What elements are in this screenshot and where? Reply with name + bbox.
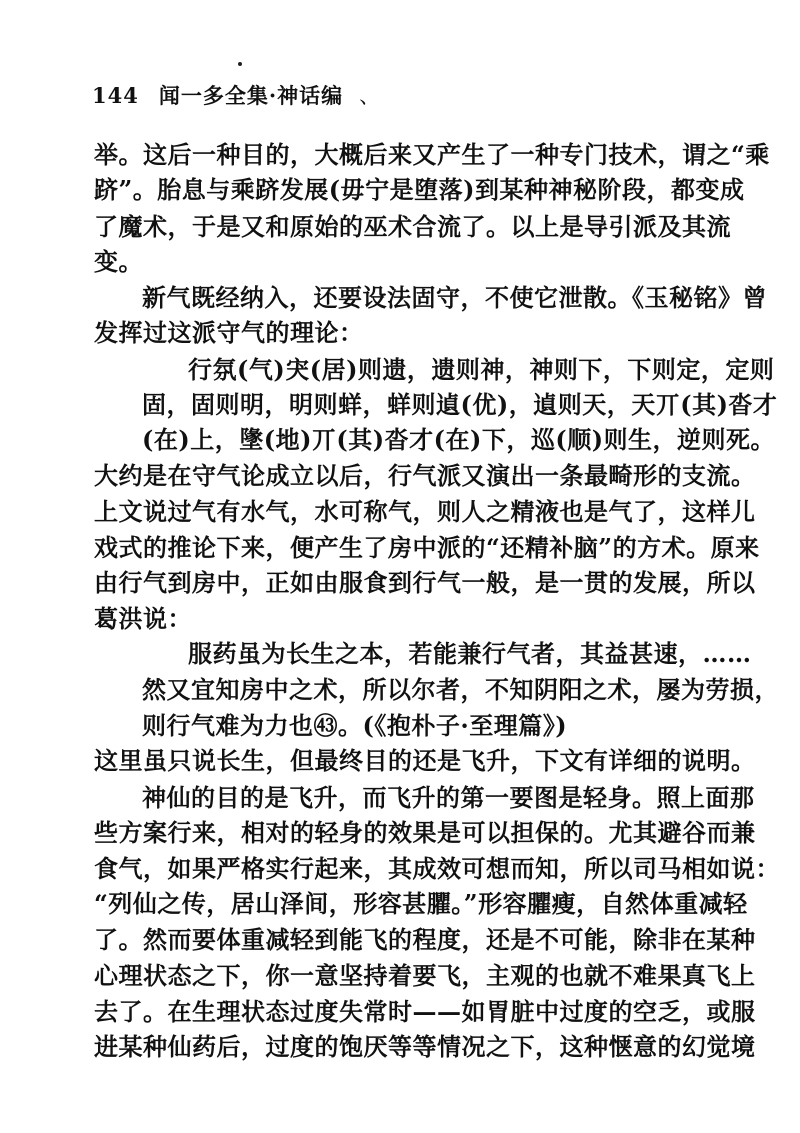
body-line: 变。 <box>94 247 143 276</box>
body-line: 这里虽只说长生，但最终目的还是飞升，下文有详细的说明。 <box>94 746 756 775</box>
body-line: 进某种仙药后，过度的饱厌等等情况之下，这种惬意的幻觉境 <box>94 1032 756 1061</box>
body-line: 跻”。胎息与乘跻发展(毋宁是堕落)到某种神秘阶段，都变成 <box>94 175 745 204</box>
quote-line: 然又宜知房中之术，所以尔者，不知阴阳之术，屡为劳损， <box>142 675 779 704</box>
header-mark: 、 <box>359 84 382 108</box>
quote-line: 行氛(气)宊(居)则遗，遗则神，神则下，下则定，定则 <box>188 355 775 384</box>
body-line: 神仙的目的是飞升，而飞升的第一要图是轻身。照上面那 <box>142 783 755 812</box>
quote-line: (在)上，墬(地)丌(其)沓才(在)下，巡(顺)则生，逆则死。 <box>142 425 776 454</box>
body-line: 发挥过这派守气的理论： <box>94 318 364 347</box>
quote-line: 固，固则明，明则蛘，蛘则遉(优)，遉则天，天丌(其)沓才 <box>142 390 778 419</box>
body-line: 些方案行来，相对的轻身的效果是可以担保的。尤其避谷而兼 <box>94 818 756 847</box>
body-line: 了。然而要体重减轻到能飞的程度，还是不可能，除非在某种 <box>94 925 756 954</box>
running-title: 闻一多全集·神话编 <box>158 83 344 108</box>
quote-line: 服药虽为长生之本，若能兼行气者，其益甚速，…… <box>188 639 752 668</box>
body-line: “列仙之传，居山泽间，形容甚臞。”形容臞瘦，自然体重减轻 <box>94 889 748 918</box>
body-line: 食气，如果严格实行起来，其成效可想而知，所以司马相如说： <box>94 854 780 883</box>
page-number: 144 <box>92 83 139 108</box>
body-line: 新气既经纳入，还要设法固守，不使它泄散。《玉秘铭》曾 <box>142 283 767 312</box>
body-line: 了魔术，于是又和原始的巫术合流了。以上是导引派及其流 <box>94 212 731 241</box>
running-header <box>92 80 381 110</box>
print-speck <box>238 62 242 66</box>
body-line: 葛洪说： <box>94 604 192 633</box>
body-line: 上文说过气有水气，水可称气，则人之精液也是气了，这样儿 <box>94 497 756 526</box>
body-line: 由行气到房中，正如由服食到行气一般，是一贯的发展，所以 <box>94 568 756 597</box>
body-line: 心理状态之下，你一意坚持着要飞，主观的也就不难果真飞上 <box>94 961 756 990</box>
body-line: 大约是在守气论成立以后，行气派又演出一条最畸形的支流。 <box>94 461 756 490</box>
body-line: 去了。在生理状态过度失常时——如胃脏中过度的空乏，或服 <box>94 997 756 1026</box>
body-line: 戏式的推论下来，便产生了房中派的“还精补脑”的方术。原来 <box>94 533 760 562</box>
quote-line: 则行气难为力也㊸。(《抱朴子·至理篇》) <box>142 711 568 740</box>
body-line: 举。这后一种目的，大概后来又产生了一种专门技术，谓之“乘 <box>94 140 770 169</box>
